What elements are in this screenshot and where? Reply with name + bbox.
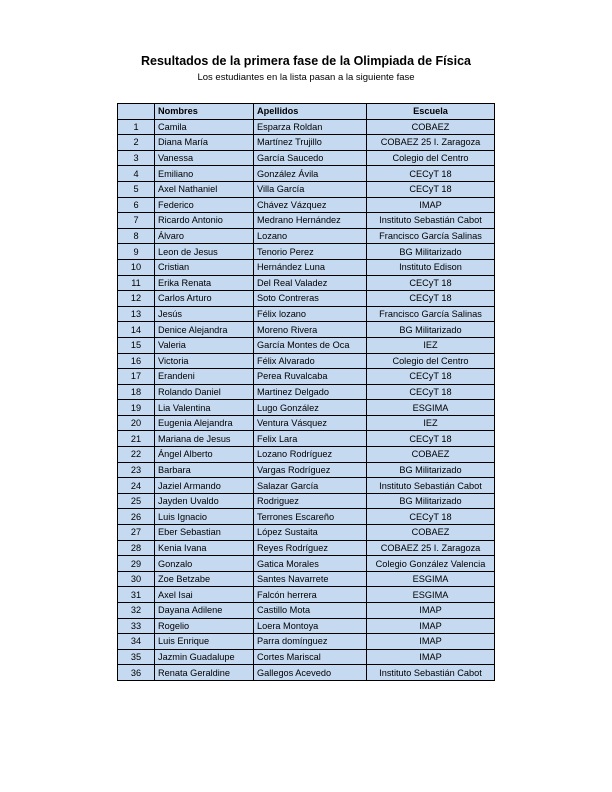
table-row <box>118 384 495 400</box>
student-last-name: Lozano Rodríguez <box>254 447 367 463</box>
table-row <box>118 525 495 541</box>
student-school: CECyT 18 <box>367 369 495 385</box>
table-row <box>118 431 495 447</box>
student-first-name: Valeria <box>155 337 254 353</box>
student-first-name: Axel Isai <box>155 587 254 603</box>
table-row <box>118 587 495 603</box>
table-row <box>118 150 495 166</box>
student-first-name: Carlos Arturo <box>155 291 254 307</box>
table-row <box>118 571 495 587</box>
student-school: COBAEZ <box>367 525 495 541</box>
student-last-name: Lozano <box>254 228 367 244</box>
student-first-name: Renata Geraldine <box>155 665 254 681</box>
student-school: COBAEZ 25 I. Zaragoza <box>367 135 495 151</box>
student-school: Francisco García Salinas <box>367 306 495 322</box>
student-last-name: López Sustaita <box>254 525 367 541</box>
row-number: 9 <box>118 244 155 260</box>
student-last-name: Villa García <box>254 181 367 197</box>
row-number: 15 <box>118 337 155 353</box>
row-number: 18 <box>118 384 155 400</box>
student-school: CECyT 18 <box>367 181 495 197</box>
student-last-name: Félix Alvarado <box>254 353 367 369</box>
row-number: 27 <box>118 525 155 541</box>
student-first-name: Barbara <box>155 462 254 478</box>
student-last-name: Hernández Luna <box>254 259 367 275</box>
table-row <box>118 665 495 681</box>
student-first-name: Eugenia Alejandra <box>155 415 254 431</box>
student-first-name: Camila <box>155 119 254 135</box>
column-header-index <box>118 104 155 120</box>
row-number: 34 <box>118 634 155 650</box>
row-number: 24 <box>118 478 155 494</box>
student-last-name: Tenorio Perez <box>254 244 367 260</box>
student-school: CECyT 18 <box>367 291 495 307</box>
table-row <box>118 135 495 151</box>
student-school: Instituto Sebastián Cabot <box>367 213 495 229</box>
table-row <box>118 197 495 213</box>
student-first-name: Ricardo Antonio <box>155 213 254 229</box>
student-last-name: Rodriguez <box>254 493 367 509</box>
student-last-name: Martínez Trujillo <box>254 135 367 151</box>
table-row <box>118 462 495 478</box>
student-first-name: Dayana Adilene <box>155 603 254 619</box>
student-last-name: García Saucedo <box>254 150 367 166</box>
row-number: 36 <box>118 665 155 681</box>
student-first-name: Federico <box>155 197 254 213</box>
table-body <box>118 119 495 680</box>
table-row <box>118 244 495 260</box>
table-row <box>118 166 495 182</box>
student-last-name: Moreno Rivera <box>254 322 367 338</box>
table-row <box>118 213 495 229</box>
table-row <box>118 275 495 291</box>
table-row <box>118 618 495 634</box>
student-first-name: Luis Enrique <box>155 634 254 650</box>
student-first-name: Jaziel Armando <box>155 478 254 494</box>
column-header-escuela: Escuela <box>367 104 495 120</box>
student-first-name: Vanessa <box>155 150 254 166</box>
student-school: ESGIMA <box>367 587 495 603</box>
student-school: BG Militarizado <box>367 493 495 509</box>
student-last-name: Chávez Vázquez <box>254 197 367 213</box>
table-row <box>118 306 495 322</box>
student-first-name: Rolando Daniel <box>155 384 254 400</box>
table-row <box>118 447 495 463</box>
table-row <box>118 478 495 494</box>
student-school: ESGIMA <box>367 571 495 587</box>
student-school: IMAP <box>367 618 495 634</box>
student-first-name: Jesús <box>155 306 254 322</box>
student-first-name: Jazmin Guadalupe <box>155 649 254 665</box>
column-header-nombres: Nombres <box>155 104 254 120</box>
table-row <box>118 353 495 369</box>
table-row <box>118 556 495 572</box>
table-row <box>118 181 495 197</box>
row-number: 31 <box>118 587 155 603</box>
student-first-name: Erandeni <box>155 369 254 385</box>
student-school: IMAP <box>367 634 495 650</box>
row-number: 23 <box>118 462 155 478</box>
student-first-name: Jayden Uvaldo <box>155 493 254 509</box>
student-school: IEZ <box>367 415 495 431</box>
row-number: 33 <box>118 618 155 634</box>
page-subtitle: Los estudiantes en la lista pasan a la siguiente fase <box>197 72 415 83</box>
student-last-name: Medrano Hernández <box>254 213 367 229</box>
student-school: CECyT 18 <box>367 275 495 291</box>
student-school: BG Militarizado <box>367 244 495 260</box>
student-last-name: Gallegos Acevedo <box>254 665 367 681</box>
row-number: 22 <box>118 447 155 463</box>
student-last-name: González Ávila <box>254 166 367 182</box>
student-school: BG Militarizado <box>367 322 495 338</box>
student-last-name: Felix Lara <box>254 431 367 447</box>
table-row <box>118 322 495 338</box>
student-school: CECyT 18 <box>367 384 495 400</box>
row-number: 26 <box>118 509 155 525</box>
table-row <box>118 119 495 135</box>
student-first-name: Rogelio <box>155 618 254 634</box>
row-number: 21 <box>118 431 155 447</box>
row-number: 28 <box>118 540 155 556</box>
student-last-name: Parra domínguez <box>254 634 367 650</box>
table-row <box>118 259 495 275</box>
page-title: Resultados de la primera fase de la Olimpiada de Física <box>141 54 471 68</box>
student-first-name: Leon de Jesus <box>155 244 254 260</box>
student-last-name: Esparza Roldan <box>254 119 367 135</box>
student-first-name: Zoe Betzabe <box>155 571 254 587</box>
row-number: 35 <box>118 649 155 665</box>
row-number: 20 <box>118 415 155 431</box>
student-first-name: Luis Ignacio <box>155 509 254 525</box>
row-number: 14 <box>118 322 155 338</box>
student-first-name: Erika Renata <box>155 275 254 291</box>
student-last-name: Falcón herrera <box>254 587 367 603</box>
student-first-name: Ángel Alberto <box>155 447 254 463</box>
student-last-name: García Montes de Oca <box>254 337 367 353</box>
student-first-name: Lia Valentina <box>155 400 254 416</box>
student-first-name: Emiliano <box>155 166 254 182</box>
student-last-name: Del Real Valadez <box>254 275 367 291</box>
row-number: 6 <box>118 197 155 213</box>
row-number: 4 <box>118 166 155 182</box>
results-table <box>117 103 495 681</box>
student-first-name: Álvaro <box>155 228 254 244</box>
table-row <box>118 337 495 353</box>
student-last-name: Martinez Delgado <box>254 384 367 400</box>
row-number: 30 <box>118 571 155 587</box>
table-row <box>118 634 495 650</box>
student-last-name: Soto Contreras <box>254 291 367 307</box>
student-last-name: Terrones Escareño <box>254 509 367 525</box>
table-header-row <box>118 104 495 120</box>
student-school: Colegio del Centro <box>367 353 495 369</box>
student-first-name: Mariana de Jesus <box>155 431 254 447</box>
student-first-name: Gonzalo <box>155 556 254 572</box>
row-number: 19 <box>118 400 155 416</box>
row-number: 16 <box>118 353 155 369</box>
row-number: 8 <box>118 228 155 244</box>
student-school: COBAEZ 25 I. Zaragoza <box>367 540 495 556</box>
student-first-name: Denice Alejandra <box>155 322 254 338</box>
student-school: ESGIMA <box>367 400 495 416</box>
student-school: Instituto Edison <box>367 259 495 275</box>
student-last-name: Lugo González <box>254 400 367 416</box>
student-school: Colegio González Valencia <box>367 556 495 572</box>
student-school: COBAEZ <box>367 447 495 463</box>
student-last-name: Castillo Mota <box>254 603 367 619</box>
table-row <box>118 509 495 525</box>
student-school: CECyT 18 <box>367 166 495 182</box>
student-school: IMAP <box>367 197 495 213</box>
student-last-name: Félix lozano <box>254 306 367 322</box>
student-school: Colegio del Centro <box>367 150 495 166</box>
row-number: 11 <box>118 275 155 291</box>
row-number: 2 <box>118 135 155 151</box>
table-row <box>118 369 495 385</box>
table-row <box>118 415 495 431</box>
table-row <box>118 291 495 307</box>
row-number: 29 <box>118 556 155 572</box>
row-number: 1 <box>118 119 155 135</box>
table-row <box>118 493 495 509</box>
student-first-name: Victoria <box>155 353 254 369</box>
row-number: 7 <box>118 213 155 229</box>
row-number: 3 <box>118 150 155 166</box>
student-last-name: Vargas Rodríguez <box>254 462 367 478</box>
student-school: Instituto Sebastián Cabot <box>367 665 495 681</box>
table-row <box>118 400 495 416</box>
student-school: IMAP <box>367 649 495 665</box>
row-number: 12 <box>118 291 155 307</box>
student-first-name: Cristian <box>155 259 254 275</box>
student-first-name: Diana María <box>155 135 254 151</box>
table-row <box>118 540 495 556</box>
table-row <box>118 603 495 619</box>
student-last-name: Loera Montoya <box>254 618 367 634</box>
student-last-name: Salazar García <box>254 478 367 494</box>
student-last-name: Reyes Rodríguez <box>254 540 367 556</box>
row-number: 25 <box>118 493 155 509</box>
student-first-name: Kenia Ivana <box>155 540 254 556</box>
row-number: 32 <box>118 603 155 619</box>
student-school: Francisco García Salinas <box>367 228 495 244</box>
student-school: Instituto Sebastián Cabot <box>367 478 495 494</box>
student-last-name: Santes Navarrete <box>254 571 367 587</box>
student-school: IMAP <box>367 603 495 619</box>
table-row <box>118 228 495 244</box>
student-school: BG Militarizado <box>367 462 495 478</box>
student-school: IEZ <box>367 337 495 353</box>
row-number: 17 <box>118 369 155 385</box>
table-row <box>118 649 495 665</box>
student-first-name: Axel Nathaniel <box>155 181 254 197</box>
student-school: COBAEZ <box>367 119 495 135</box>
student-school: CECyT 18 <box>367 431 495 447</box>
row-number: 5 <box>118 181 155 197</box>
student-last-name: Gatica Morales <box>254 556 367 572</box>
student-last-name: Cortes Mariscal <box>254 649 367 665</box>
row-number: 10 <box>118 259 155 275</box>
student-first-name: Eber Sebastian <box>155 525 254 541</box>
row-number: 13 <box>118 306 155 322</box>
column-header-apellidos: Apellidos <box>254 104 367 120</box>
student-school: CECyT 18 <box>367 509 495 525</box>
student-last-name: Perea Ruvalcaba <box>254 369 367 385</box>
student-last-name: Ventura Vásquez <box>254 415 367 431</box>
